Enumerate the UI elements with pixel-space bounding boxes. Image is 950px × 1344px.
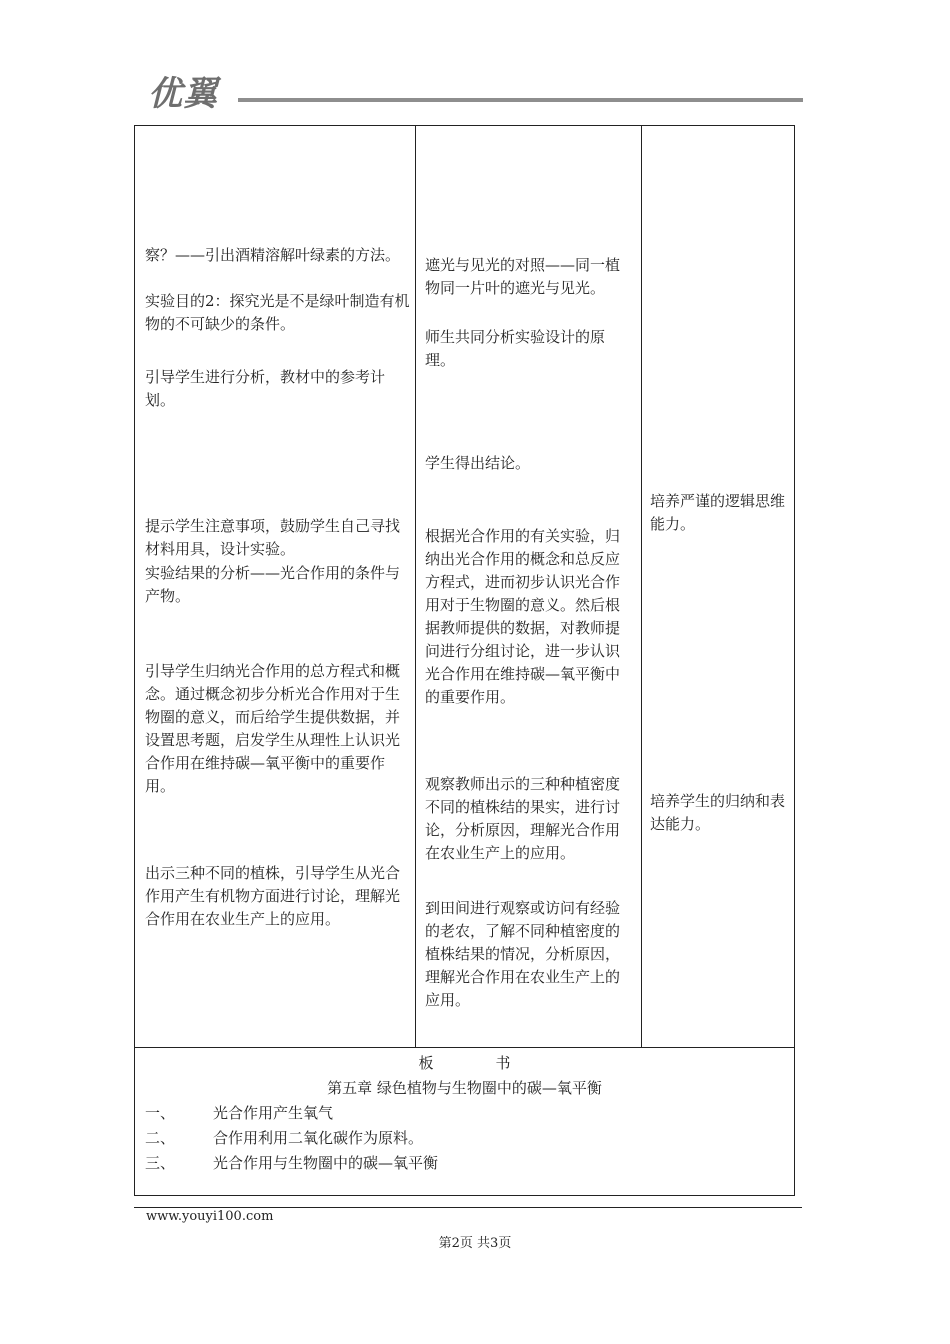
board-item <box>145 1152 438 1173</box>
intent-text-2: 培养学生的归纳和表达能力。 <box>650 792 786 833</box>
teacher-text-1: 察？——引出酒精溶解叶绿素的方法。 <box>145 246 401 264</box>
logo: 优翼 <box>148 74 218 114</box>
board-item-text: 光合作用与生物圈中的碳—氧平衡 <box>213 1154 439 1172</box>
student-text-6: 到田间进行观察或访问有经验的老农，了解不同种植密度的植株结果的情况，分析原因，理解光合作用在农业生产上的应用。 <box>425 899 621 1009</box>
header-rule <box>238 98 803 102</box>
teacher-text-4: 提示学生注意事项，鼓励学生自己寻找材料用具，设计实验。 <box>145 517 401 558</box>
teacher-text-6: 引导学生归纳光合作用的总方程式和概念。通过概念初步分析光合作用对于生物圈的意义，而后给学生提供数据，并设置思考题，启发学生从理性上认识光合作用在维持碳—氧平衡中的重要作用。 <box>145 662 401 795</box>
footer-rule <box>134 1207 802 1208</box>
board-item-num: 一、 <box>145 1104 176 1122</box>
student-text-3: 学生得出结论。 <box>425 454 531 472</box>
board-chapter: 第五章 绿色植物与生物圈中的碳—氧平衡 <box>327 1079 602 1097</box>
board-item-num: 二、 <box>145 1129 176 1147</box>
intent-text-1: 培养严谨的逻辑思维能力。 <box>650 492 786 533</box>
board-item-text: 合作用利用二氧化碳作为原料。 <box>213 1129 424 1147</box>
row-divider <box>135 1047 794 1048</box>
board-item <box>145 1102 333 1123</box>
column-divider <box>415 126 416 1047</box>
student-text-5: 观察教师出示的三种种植密度不同的植株结的果实，进行讨论，分析原因，理解光合作用在农业生产上的应用。 <box>425 775 621 862</box>
teacher-text-3: 引导学生进行分析，教材中的参考计划。 <box>145 368 386 409</box>
student-text-4: 根据光合作用的有关实验，归纳出光合作用的概念和总反应方程式，进而初步认识光合作用对于生物圈的意义。然后根据教师提供的数据，对教师提问进行分组讨论，进一步认识光合作用在维持碳—氧平衡中的重要作用。 <box>425 527 621 706</box>
board-item <box>145 1127 423 1148</box>
footer-url[interactable]: www.youyi100.com <box>146 1209 274 1224</box>
page-number: 第2页 共3页 <box>438 1236 512 1251</box>
student-text-1: 遮光与见光的对照——同一植物同一片叶的遮光与见光。 <box>425 256 621 297</box>
teacher-text-2: 实验目的2：探究光是不是绿叶制造有机物的不可缺少的条件。 <box>145 292 410 333</box>
teacher-text-7: 出示三种不同的植株，引导学生从光合作用产生有机物方面进行讨论，理解光合作用在农业生产上的应用。 <box>145 864 401 928</box>
board-item-num: 三、 <box>145 1154 176 1172</box>
board-item-text: 光合作用产生氧气 <box>213 1104 334 1122</box>
teacher-text-5: 实验结果的分析——光合作用的条件与产物。 <box>145 564 401 605</box>
board-title: 板书 <box>418 1054 573 1072</box>
lesson-table <box>134 125 795 1196</box>
column-divider <box>641 126 642 1047</box>
student-text-2: 师生共同分析实验设计的原理。 <box>425 328 606 369</box>
